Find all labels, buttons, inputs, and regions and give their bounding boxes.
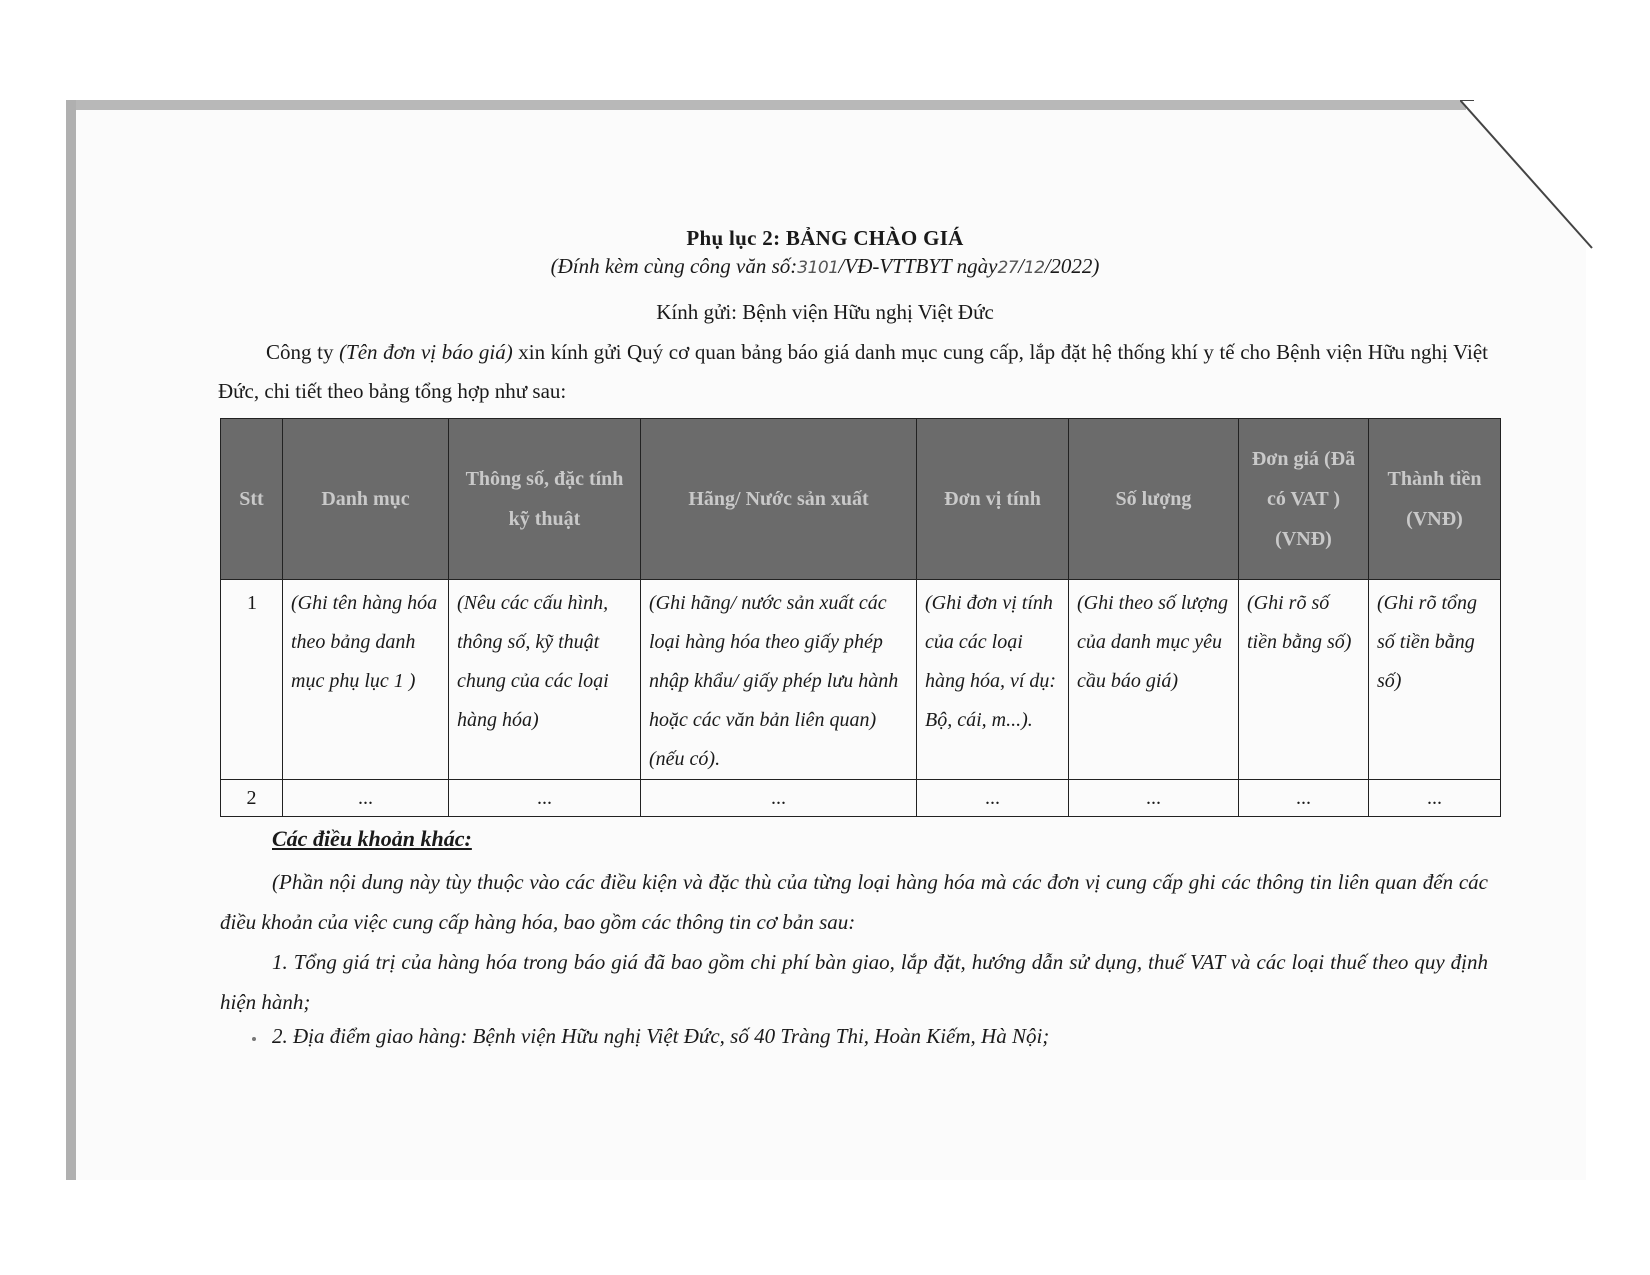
scan-shadow-top: [66, 100, 1466, 110]
clauses-note: (Phần nội dung này tùy thuộc vào các điều kiện và đặc thù của từng loại hàng hóa mà các đơn vị cung cấp ghi các thông tin liên quan đến các điều khoản của việc cung cấp hàng hóa, bao gồm các thông tin cơ bản sau:: [220, 870, 1488, 934]
row2-don-vi-tinh: ...: [917, 780, 1069, 817]
header-hang-nuoc: Hãng/ Nước sản xuất: [641, 419, 917, 580]
header-thong-so: Thông số, đặc tính kỹ thuật: [449, 419, 641, 580]
clauses-heading: Các điều khoản khác:: [272, 826, 472, 851]
header-thanh-tien: Thành tiền (VNĐ): [1369, 419, 1501, 580]
header-don-gia: Đơn giá (Đã có VAT ) (VNĐ): [1239, 419, 1369, 580]
intro-company-placeholder: (Tên đơn vị báo giá): [339, 340, 513, 364]
subtitle-middle: /VĐ-VTTBYT ngày: [838, 254, 998, 278]
row1-don-vi-tinh: (Ghi đơn vị tính của các loại hàng hóa, ví dụ: Bộ, cái, m...).: [917, 580, 1069, 780]
row1-don-gia: (Ghi rõ số tiền bằng số): [1239, 580, 1369, 780]
row2-danh-muc: ...: [283, 780, 449, 817]
row2-thanh-tien: ...: [1369, 780, 1501, 817]
table-row: [221, 580, 1501, 780]
recipient-line: Kính gửi: Bệnh viện Hữu nghị Việt Đức: [656, 300, 994, 324]
row1-so-luong: (Ghi theo số lượng của danh mục yêu cầu báo giá): [1069, 580, 1239, 780]
date-separator: /: [1018, 254, 1024, 278]
table-row: [221, 780, 1501, 817]
row2-so-luong: ...: [1069, 780, 1239, 817]
header-stt: Stt: [221, 419, 283, 580]
intro-paragraph: [218, 333, 1488, 411]
subtitle-suffix: /2022): [1044, 254, 1100, 278]
quote-table: [220, 418, 1501, 817]
row1-danh-muc: (Ghi tên hàng hóa theo bảng danh mục phụ lục 1 ): [283, 580, 449, 780]
clause-item-1: 1. Tổng giá trị của hàng hóa trong báo giá đã bao gồm chi phí bàn giao, lắp đặt, hướng dẫn sử dụng, thuế VAT và các loại thuế theo quy định hiện hành;: [220, 950, 1488, 1014]
table-header-row: [221, 419, 1501, 580]
row2-hang-nuoc: ...: [641, 780, 917, 817]
handwritten-doc-number: 3101: [797, 258, 839, 278]
handwritten-date-day: 27: [997, 258, 1019, 278]
handwritten-date-month: 12: [1023, 258, 1045, 278]
row1-hang-nuoc: (Ghi hãng/ nước sản xuất các loại hàng hóa theo giấy phép nhập khẩu/ giấy phép lưu hành hoặc các văn bản liên quan)(nếu có).: [641, 580, 917, 780]
document-subtitle: [0, 254, 1650, 279]
header-don-vi-tinh: Đơn vị tính: [917, 419, 1069, 580]
subtitle-prefix: (Đính kèm cùng công văn số:: [550, 254, 798, 278]
scan-dot: [252, 1037, 256, 1041]
row1-thong-so: (Nêu các cấu hình, thông số, kỹ thuật chung của các loại hàng hóa): [449, 580, 641, 780]
document-title: Phụ lục 2: BẢNG CHÀO GIÁ: [686, 226, 964, 250]
clause-item-2: 2. Địa điểm giao hàng: Bệnh viện Hữu nghị Việt Đức, số 40 Tràng Thi, Hoàn Kiếm, Hà Nội;: [272, 1024, 1050, 1048]
header-danh-muc: Danh mục: [283, 419, 449, 580]
row1-stt: 1: [221, 580, 283, 780]
intro-start: Công ty: [266, 340, 340, 364]
row2-thong-so: ...: [449, 780, 641, 817]
header-so-luong: Số lượng: [1069, 419, 1239, 580]
row1-thanh-tien: (Ghi rõ tổng số tiền bằng số): [1369, 580, 1501, 780]
row2-stt: 2: [221, 780, 283, 817]
intro-rest: xin kính gửi Quý cơ quan bảng báo giá danh mục cung cấp, lắp đặt hệ thống khí y tế cho Bệnh viện Hữu nghị Việt Đức, chi tiết theo bảng tổng hợp như sau:: [218, 340, 1488, 403]
row2-don-gia: ...: [1239, 780, 1369, 817]
